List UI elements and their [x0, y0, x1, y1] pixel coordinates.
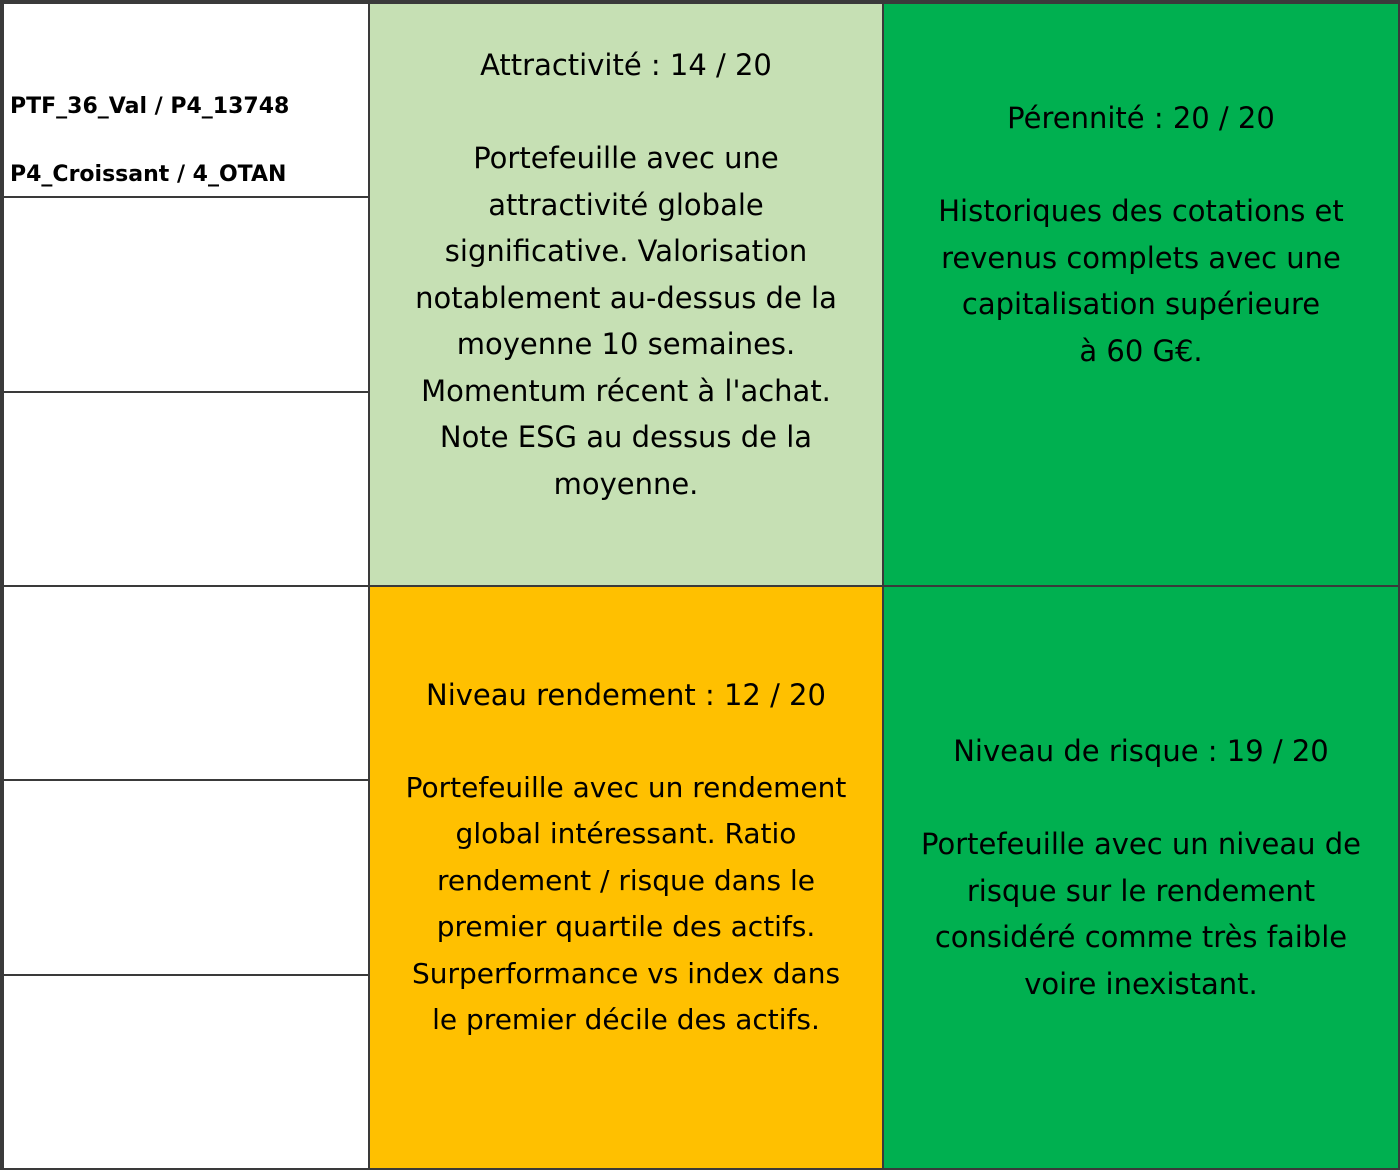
perennite-title: Pérennité : 20 / 20: [1007, 101, 1275, 135]
portfolio-identifier-cell: [3, 3, 369, 197]
empty-cell: [3, 586, 369, 780]
perennite-description: Historiques des cotations et revenus complets avec une capitalisation supérieure à 60 G€.: [938, 194, 1344, 368]
empty-cell: [3, 197, 369, 392]
rendement-description: Portefeuille avec un rendement global intéressant. Ratio rendement / risque dans le premier quartile des actifs. Surperformance vs index dans le premier décile des actifs.: [405, 770, 847, 1036]
attractivite-description: Portefeuille avec une attractivité globale significative. Valorisation notablement au-dessus de la moyenne 10 semaines. Momentum récent à l'achat. Note ESG au dessus de la moyenne.: [415, 141, 837, 501]
empty-cell: [3, 780, 369, 975]
attractivite-score-cell: [369, 3, 883, 586]
rendement-score-cell: [369, 586, 883, 1169]
empty-cell: [3, 392, 369, 586]
rendement-title: Niveau rendement : 12 / 20: [426, 677, 826, 712]
attractivite-title: Attractivité : 14 / 20: [480, 48, 772, 82]
risque-title: Niveau de risque : 19 / 20: [953, 734, 1329, 768]
portfolio-id-line-1: PTF_36_Val / P4_13748: [10, 94, 290, 119]
risque-score-cell: [883, 586, 1399, 1169]
portfolio-id-line-2: P4_Croissant / 4_OTAN: [10, 162, 287, 187]
perennite-score-cell: [883, 3, 1399, 586]
empty-cell: [3, 975, 369, 1169]
risque-description: Portefeuille avec un niveau de risque sur le rendement considéré comme très faible voire inexistant.: [921, 827, 1361, 1001]
